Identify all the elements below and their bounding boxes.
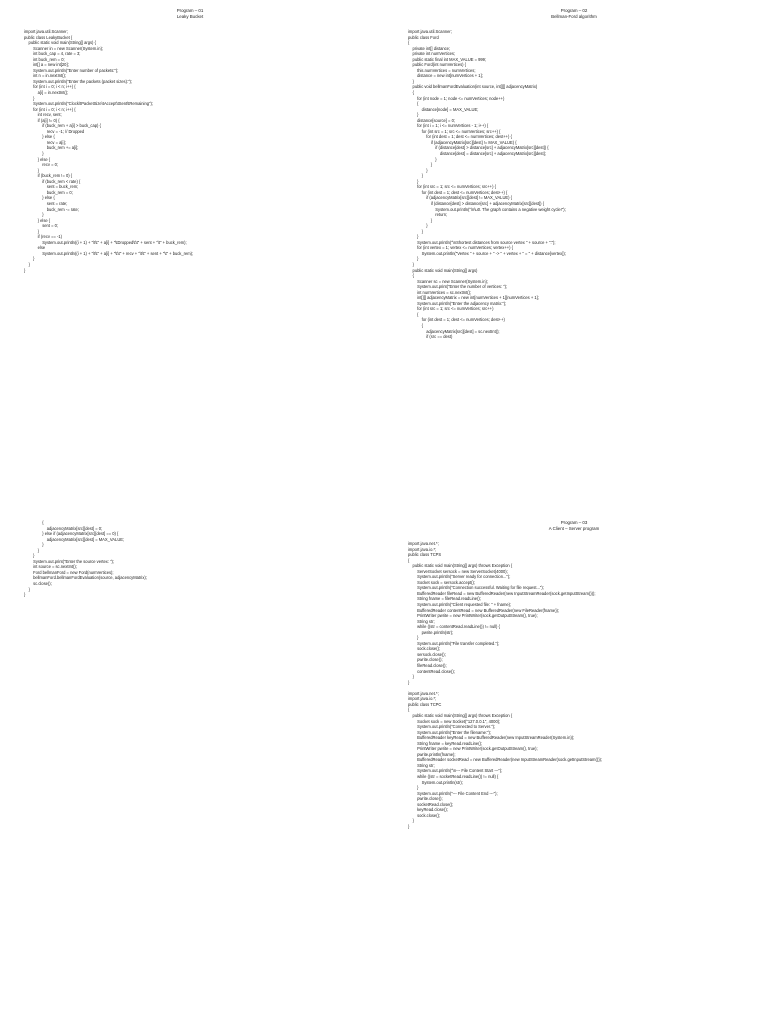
program-title: Leaky Bucket: [176, 14, 204, 19]
code-line: }: [408, 217, 433, 223]
code-line: } else {: [24, 134, 55, 140]
code-line: System.out.println("Vertex " + source + " -> " + vertex + " = " + distance[vertex]);: [408, 250, 566, 256]
code-line: recv = 0;: [24, 162, 59, 168]
code-line: this.numVertices = numVertices;: [408, 67, 476, 73]
code-line: buck_rem = 0;: [24, 189, 73, 195]
code-line: System.out.println("Enter number of packets:");: [24, 67, 119, 73]
code-line: private int[] distance;: [408, 45, 451, 51]
code-line: System.out.println("\nShortest distances from source vertex " + source + ":");: [408, 239, 556, 245]
code-line: }: [24, 553, 35, 559]
code-line: String str;: [408, 762, 435, 768]
panel-program-02-continued: [24, 520, 384, 598]
code-line: }: [24, 267, 26, 273]
code-line: BufferedReader contentRead = new BufferedReader(new FileReader(fname));: [408, 607, 560, 613]
code-line: for (int src = 1; src <= numVertices; src++) {: [408, 184, 496, 190]
code-line: import java.io.*;: [408, 546, 437, 552]
code-line: for (int node = 1; node <= numVertices; node++): [408, 95, 505, 101]
code-line: for (int i = 0; i < n; i++) {: [24, 84, 76, 90]
code-line: String fname = fileRead.readLine();: [408, 596, 481, 602]
code-line: {: [408, 90, 414, 96]
code-block: [24, 29, 384, 273]
code-line: sock.close();: [408, 812, 441, 818]
code-line: if (src == dest): [408, 334, 453, 340]
code-line: }: [24, 547, 40, 553]
code-line: }: [24, 228, 40, 234]
code-line: }: [408, 679, 410, 685]
code-line: int buck_rem = 0;: [24, 56, 65, 62]
code-line: System.out.println(str);: [408, 779, 463, 785]
code-line: {: [408, 322, 424, 328]
code-block: [408, 541, 768, 829]
code-line: }: [24, 167, 40, 173]
code-line: if (buck_rem + a[i] > buck_cap) {: [24, 123, 101, 129]
code-line: keyRead.close();: [408, 807, 448, 813]
code-line: for (int dest = 1; dest <= numVertices; dest++) {: [408, 189, 508, 195]
program-title: Bellman-Ford algorithm: [551, 14, 597, 19]
code-line: System.out.print("Enter the number of vertices: ");: [408, 284, 508, 290]
code-line: } else {: [24, 195, 55, 201]
code-line: }: [24, 212, 44, 218]
code-line: sc.close();: [24, 581, 52, 587]
code-line: }: [24, 592, 26, 598]
code-line: if (buck_rem < rate) {: [24, 178, 81, 184]
code-line: }: [408, 228, 424, 234]
code-line: }: [408, 173, 424, 179]
code-line: adjacencyMatrix[src][dest] = 0;: [24, 525, 103, 531]
code-line: distance[source] = 0;: [408, 117, 455, 123]
code-line: distance = new int[numVertices + 1];: [408, 73, 483, 79]
panel-program-01: [24, 8, 384, 273]
program-label: Program – 01: [176, 8, 204, 13]
code-line: adjacencyMatrix[src][dest] = sc.nextInt();: [408, 328, 500, 334]
code-line: String fname = keyRead.readLine();: [408, 740, 483, 746]
code-line: pwrite.println(str);: [408, 629, 454, 635]
code-line: sent = rate;: [24, 200, 68, 206]
code-line: public void bellmanFordEvaluation(int source, int[][] adjacencyMatrix): [408, 84, 538, 90]
code-line: recv = a[i];: [24, 139, 66, 145]
code-line: ServerSocket sersock = new ServerSocket(4000);: [408, 568, 508, 574]
code-line: PrintWriter pwrite = new PrintWriter(sock.getOutputStream(), true);: [408, 746, 538, 752]
code-line: buck_rem += a[i];: [24, 145, 79, 151]
panel-program-03: [408, 520, 768, 829]
program-title: A Client – Server program: [548, 526, 600, 531]
code-line: import java.net.*;: [408, 690, 439, 696]
code-line: for (int src = 1; src <= numVertices; src++) {: [408, 128, 501, 134]
code-line: BufferedReader socketRead = new BufferedReader(new InputStreamReader(sock.getInputStream()));: [408, 757, 603, 763]
code-line: public class Ford: [408, 34, 439, 40]
code-line: System.out.println("Enter the packets (packet sizes):");: [24, 78, 133, 84]
code-line: }: [408, 178, 419, 184]
program-heading: [0, 8, 380, 20]
code-line: } else {: [24, 217, 51, 223]
code-line: while ((str = contentRead.readLine()) != null) {: [408, 624, 500, 630]
code-line: sent = 0;: [24, 223, 59, 229]
code-line: distance[node] = MAX_VALUE;: [408, 106, 479, 112]
code-line: if (a[i] != 0) {: [24, 117, 60, 123]
code-line: for (int dest = 1; dest <= numVertices; dest++) {: [408, 134, 512, 140]
code-line: System.out.println("\n--- File Content Start ---");: [408, 768, 503, 774]
code-line: fileRead.close();: [408, 663, 447, 669]
code-line: Ford bellmanFord = new Ford(numVertices);: [24, 569, 114, 575]
program-label: Program – 03: [560, 520, 588, 525]
code-line: for (int i = 0; i < n; i++) {: [24, 106, 76, 112]
code-line: contentRead.close();: [408, 668, 455, 674]
code-line: int numVertices = sc.nextInt();: [408, 289, 472, 295]
code-block: [24, 520, 384, 598]
code-line: Scanner sc = new Scanner(System.in);: [408, 278, 488, 284]
code-line: Scanner in = new Scanner(System.in);: [24, 45, 104, 51]
code-line: int source = sc.nextInt();: [24, 564, 77, 570]
code-line: System.out.println("File transfer completed.");: [408, 640, 500, 646]
code-line: }: [408, 261, 414, 267]
code-line: }: [408, 256, 419, 262]
code-line: System.out.println("Server ready for connection...");: [408, 574, 511, 580]
code-line: }: [24, 256, 35, 262]
code-line: Socket sock = new Socket("127.0.0.1", 4000);: [408, 718, 501, 724]
code-line: import java.net.*;: [408, 541, 439, 546]
program-label: Program – 02: [560, 8, 588, 13]
code-line: System.out.println("Enter the adjacency matrix:");: [408, 300, 507, 306]
code-line: {: [408, 40, 410, 46]
code-line: {: [408, 707, 410, 713]
code-line: if (adjacencyMatrix[src][dest] != MAX_VALUE) {: [408, 139, 517, 145]
code-line: BufferedReader fileRead = new BufferedReader(new InputStreamReader(sock.getInputStream()));: [408, 590, 596, 596]
code-line: }: [408, 162, 433, 168]
code-line: }: [408, 112, 419, 118]
code-line: String str;: [408, 618, 435, 624]
code-line: System.out.println("--- File Content End ---");: [408, 790, 498, 796]
code-line: System.out.println("Connection successful. Waiting for file request...");: [408, 585, 544, 591]
program-heading: [384, 520, 764, 532]
code-line: return;: [408, 212, 448, 218]
code-line: if (recv == -1): [24, 234, 62, 240]
code-line: public class TCPC: [408, 701, 442, 707]
code-line: int[][] adjacencyMatrix = new int[numVertices + 1][numVertices + 1];: [408, 295, 539, 301]
code-line: public static void main(String[] args) {: [24, 40, 96, 46]
code-line: pwrite.println(fname);: [408, 751, 456, 757]
code-line: for (int dest = 1; dest <= numVertices; dest++): [408, 317, 505, 323]
code-line: bellmanFord.bellmanFordEvaluation(source, adjacencyMatrix);: [24, 575, 147, 581]
code-line: {: [408, 273, 414, 279]
code-line: int recv, sent;: [24, 112, 62, 118]
code-line: {: [408, 311, 419, 317]
code-line: int[] a = new int[20];: [24, 62, 69, 68]
code-line: }: [408, 167, 428, 173]
code-line: pwrite.close();: [408, 796, 443, 802]
code-line: if (buck_rem != 0) {: [24, 173, 73, 179]
code-line: } else {: [24, 156, 51, 162]
code-line: import java.util.Scanner;: [408, 29, 452, 34]
code-line: int buck_cap = 4, rate = 3;: [24, 51, 81, 57]
code-line: buck_rem -= rate;: [24, 206, 79, 212]
code-line: }: [408, 234, 419, 240]
code-line: }: [408, 674, 414, 680]
code-line: if (distance[dest] > distance[src] + adjacencyMatrix[src][dest]) {: [408, 200, 545, 206]
code-line: public static void main(String[] args) throws Exception {: [408, 563, 513, 569]
code-line: } else if (adjacencyMatrix[src][dest] == 0) {: [24, 531, 119, 537]
code-line: else: [24, 245, 46, 251]
code-line: {: [408, 101, 419, 107]
code-line: }: [408, 785, 419, 791]
code-line: Socket sock = sersock.accept();: [408, 579, 476, 585]
code-line: public class TCPS: [408, 552, 442, 558]
code-line: }: [24, 261, 30, 267]
code-line: }: [24, 95, 35, 101]
code-line: public static void main(String[] args) throws Exception {: [408, 712, 513, 718]
code-line: System.out.println("Clock\tPacketSize\tAccept\tSent\tRemaining");: [24, 101, 153, 107]
code-line: recv = -1; // Dropped: [24, 128, 85, 134]
code-line: }: [408, 635, 419, 641]
code-line: public static void main(String[] args): [408, 267, 478, 273]
code-line: }: [24, 151, 44, 157]
code-line: while ((str = socketRead.readLine()) != null) {: [408, 773, 499, 779]
code-line: socketRead.close();: [408, 801, 454, 807]
code-line: import java.util.Scanner;: [24, 29, 68, 34]
code-line: sersock.close();: [408, 651, 446, 657]
code-line: if (adjacencyMatrix[src][dest] != MAX_VALUE) {: [408, 195, 513, 201]
code-line: for (int vertex = 1; vertex <= numVertices; vertex++) {: [408, 245, 514, 251]
code-line: System.out.print("Enter the source vertex: ");: [24, 558, 115, 564]
code-line: distance[dest] = distance[src] + adjacencyMatrix[src][dest];: [408, 151, 546, 157]
code-line: System.out.println("\n\u0. The graph contains a negative weight cycle!");: [408, 206, 566, 212]
code-line: System.out.println((i + 1) + "\t\t" + a[i] + "\tDropped\t\t" + sent + "\t" + buck_rem);: [24, 239, 187, 245]
code-line: public class LeakyBucket {: [24, 34, 73, 40]
code-line: public static final int MAX_VALUE = 999;: [408, 56, 487, 62]
code-line: for (int src = 1; src <= numVertices; src++): [408, 306, 494, 312]
code-line: }: [408, 818, 414, 824]
code-line: BufferedReader keyRead = new BufferedReader(new InputStreamReader(System.in));: [408, 735, 575, 741]
code-line: System.out.println((i + 1) + "\t\t" + a[i] + "\t\t" + recv + "\t\t" + sent + "\t" + buck_rem);: [24, 250, 194, 256]
code-line: System.out.println("Client requested file: " + fname);: [408, 602, 512, 608]
code-line: for (int i = 1; i <= numVertices - 1; i++) {: [408, 123, 489, 129]
code-line: private int numVertices;: [408, 51, 456, 57]
code-line: adjacencyMatrix[src][dest] = MAX_VALUE;: [24, 536, 125, 542]
code-line: {: [24, 520, 44, 525]
code-line: a[i] = in.nextInt();: [24, 90, 69, 96]
code-line: if (distance[dest] > distance[src] + adjacencyMatrix[src][dest]) {: [408, 145, 549, 151]
code-line: sent = buck_rem;: [24, 184, 79, 190]
code-line: }: [24, 542, 44, 548]
code-line: sock.close();: [408, 646, 441, 652]
program-heading: [384, 8, 764, 20]
code-line: pwrite.close();: [408, 657, 443, 663]
code-line: }: [408, 823, 410, 829]
code-line: }: [408, 156, 437, 162]
code-line: System.out.println("Connected to Server.");: [408, 724, 496, 730]
panel-program-02: [408, 8, 768, 340]
code-line: System.out.println("Enter the filename:");: [408, 729, 491, 735]
code-line: public Ford(int numVertices) {: [408, 62, 467, 68]
code-line: }: [408, 78, 414, 84]
code-line: PrintWriter pwrite = new PrintWriter(sock.getOutputStream(), true);: [408, 613, 538, 619]
code-line: import java.io.*;: [408, 696, 437, 702]
code-line: int n = in.nextInt();: [24, 73, 66, 79]
code-line: }: [408, 223, 428, 229]
code-line: {: [408, 557, 410, 563]
code-line: }: [24, 586, 30, 592]
code-block: [408, 29, 768, 340]
